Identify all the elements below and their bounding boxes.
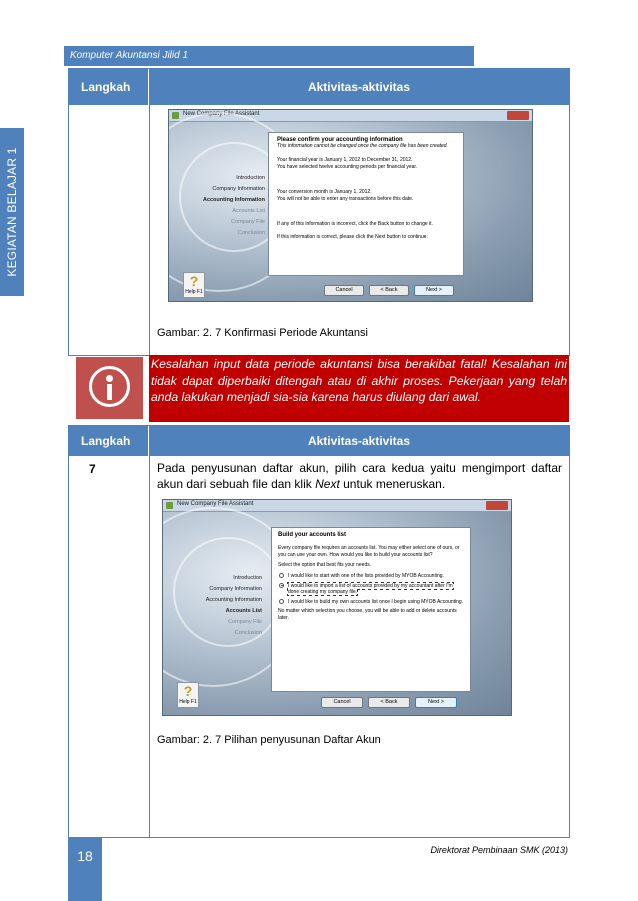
running-header-title: Komputer Akuntansi Jilid 1 — [70, 50, 189, 61]
help-label: Help F1 — [185, 289, 203, 295]
cancel-button[interactable]: Cancel — [321, 697, 363, 708]
app-icon — [172, 112, 179, 119]
panel-text: Every company file requires an accounts list. You may either select one of ours, or you can use your own. How would you like to build your accounts list? — [278, 545, 460, 558]
wizard-step: Conclusion — [234, 630, 262, 636]
panel-text: Your conversion month is January 1, 2012. — [277, 189, 372, 195]
radio-button[interactable] — [279, 573, 284, 578]
step-text-part: untuk meneruskan. — [339, 477, 446, 491]
column-divider — [149, 456, 150, 837]
radio-button-selected[interactable] — [279, 583, 284, 588]
window-title: New Company File Assistant — [177, 501, 254, 507]
back-button[interactable]: < Back — [369, 285, 409, 296]
window-controls-icon — [507, 111, 529, 120]
option-label: I would like to import a list of accounts provided by my accountant after I'm done creating my company file. — [288, 582, 453, 595]
account-option-3[interactable] — [278, 599, 464, 606]
panel-note: No matter which selection you choose, you will be able to add or delete accounts later. — [278, 608, 457, 621]
help-label: Help F1 — [179, 699, 197, 705]
warning-text: Kesalahan input data periode akuntansi bisa berakibat fatal! Kesalahan ini tidak dapat diperbaiki ditengah atau di akhir proses. Pekerjaan yang telah anda lakukan menjadi sia-sia karena harus diulang dari awal. — [149, 355, 569, 422]
account-option-1[interactable] — [278, 573, 464, 580]
account-option-2[interactable] — [278, 583, 464, 596]
panel-text: You will not be able to enter any transactions before this date. — [277, 196, 414, 202]
help-icon: ? — [183, 683, 193, 699]
wizard-steps — [175, 173, 265, 239]
help-icon: ? — [189, 273, 199, 289]
wizard-screenshot-accounts — [162, 499, 512, 716]
option-label: I would like to start with one of the lists provided by MYOB Accounting. — [288, 573, 444, 579]
wizard-step: Introduction — [233, 575, 262, 581]
wizard-steps — [169, 573, 262, 639]
wizard-screenshot-confirm — [168, 109, 533, 302]
wizard-step: Company Information — [209, 586, 262, 592]
wizard-step-current: Accounting Information — [202, 197, 265, 203]
next-button[interactable]: Next > — [415, 697, 457, 708]
table-header — [69, 426, 569, 456]
step-number: 7 — [89, 462, 96, 476]
panel-text: Select the option that best fits your needs. — [278, 562, 372, 568]
step-text-emphasis: Next — [315, 477, 340, 491]
radio-button[interactable] — [279, 599, 284, 604]
next-button[interactable]: Next > — [414, 285, 454, 296]
help-button[interactable] — [183, 272, 205, 298]
activity-table-2 — [68, 425, 570, 838]
column-header-activity: Aktivitas-aktivitas — [307, 434, 411, 448]
wizard-content-panel — [268, 132, 464, 276]
column-divider — [149, 105, 150, 355]
back-button[interactable]: < Back — [368, 697, 410, 708]
column-header-step: Langkah — [69, 69, 149, 105]
window-title: New Company File Assistant — [183, 111, 260, 117]
help-button[interactable] — [177, 682, 199, 708]
panel-subtitle: This information cannot be changed once the company file has been created. — [277, 143, 448, 149]
wizard-step: Introduction — [236, 175, 265, 181]
table-header — [69, 69, 569, 105]
wizard-step: Company Information — [212, 186, 265, 192]
column-header-activity: Aktivitas-aktivitas — [307, 80, 411, 94]
wizard-step: Accounting Information — [205, 597, 262, 603]
figure-caption: Gambar: 2. 7 Pilihan penyusunan Daftar Akun — [157, 734, 381, 746]
wizard-content-panel — [271, 527, 471, 692]
side-chapter-tab — [0, 128, 24, 296]
page-number: 18 — [68, 838, 102, 901]
activity-table-1 — [68, 68, 570, 356]
wizard-step: Company File — [228, 619, 262, 625]
figure-caption: Gambar: 2. 7 Konfirmasi Periode Akuntansi — [157, 327, 368, 339]
app-icon — [166, 502, 173, 509]
side-chapter-label: KEGIATAN BELAJAR 1 — [5, 147, 19, 277]
footer-publisher: Direktorat Pembinaan SMK (2013) — [430, 845, 568, 855]
step-instruction — [157, 460, 562, 492]
window-controls-icon — [486, 501, 508, 510]
panel-title: Build your accounts list — [278, 532, 347, 538]
panel-title: Please confirm your accounting information — [277, 137, 403, 143]
warning-icon-box — [76, 357, 143, 419]
panel-text: Your financial year is January 1, 2012 to December 31, 2012. — [277, 157, 413, 163]
wizard-step-current: Accounts List — [225, 608, 262, 614]
option-label: I would like to build my own accounts list once I begin using MYOB Accounting. — [288, 598, 464, 605]
wizard-step: Accounts List — [232, 208, 265, 214]
wizard-step: Conclusion — [237, 230, 265, 236]
column-header-step: Langkah — [69, 426, 149, 456]
panel-text: If this information is correct, please click the Next button to continue. — [277, 234, 428, 240]
cancel-button[interactable]: Cancel — [324, 285, 364, 296]
step-text-part: Pada penyusunan daftar akun, pilih cara kedua yaitu mengimport daftar akun dari sebuah file dan klik — [157, 461, 562, 491]
panel-text: You have selected twelve accounting periods per financial year. — [277, 164, 418, 170]
wizard-step: Company File — [231, 219, 265, 225]
panel-text: If any of this information is incorrect, click the Back button to change it. — [277, 221, 433, 227]
running-header — [64, 46, 474, 66]
info-icon — [89, 366, 130, 407]
